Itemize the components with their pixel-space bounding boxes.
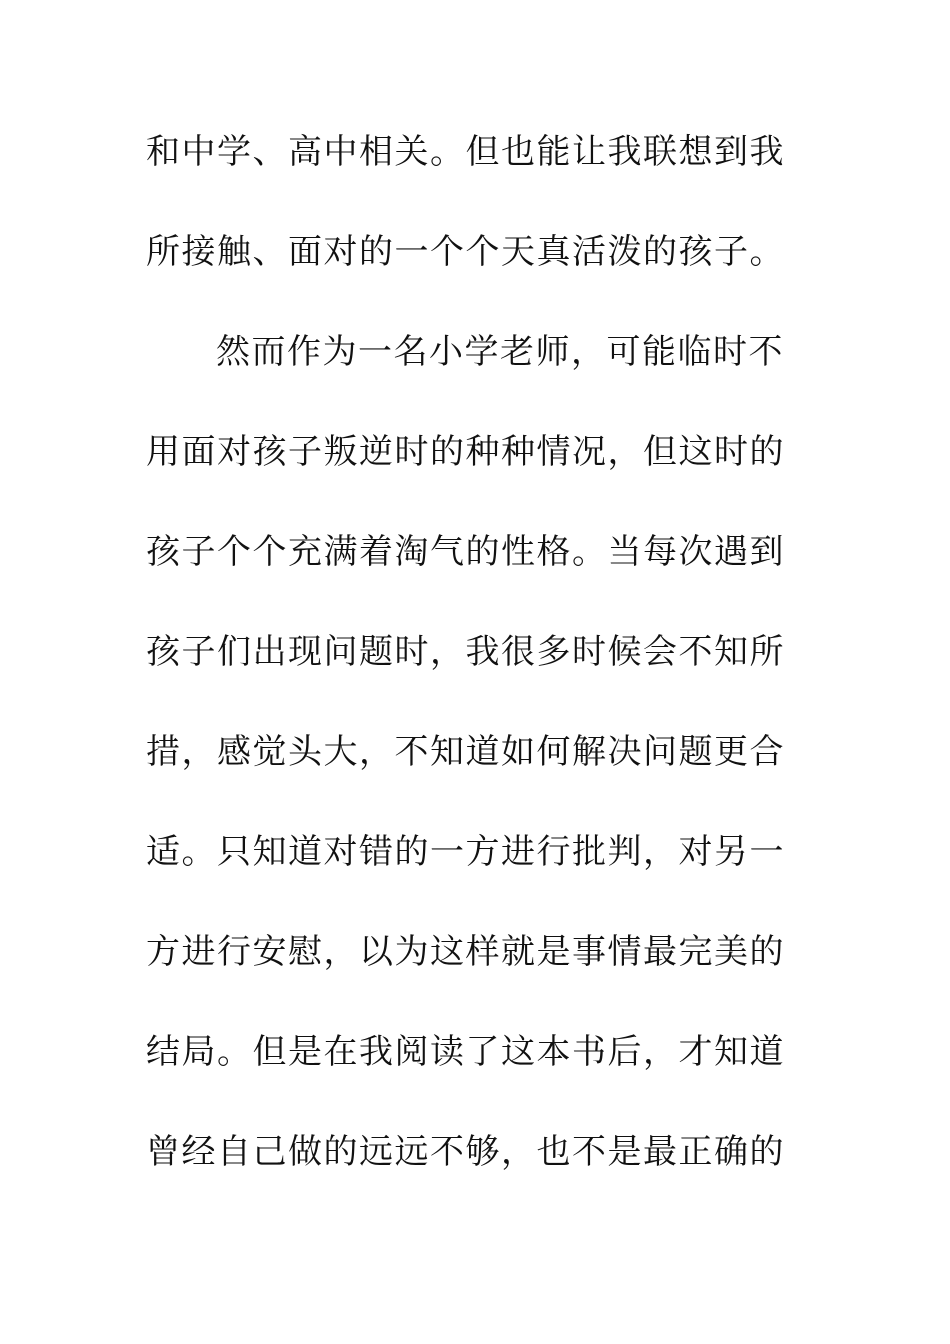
- text-line-10: 结局。但是在我阅读了这本书后，才知道: [146, 1032, 785, 1072]
- text-line-11: 曾经自己做的远远不够，也不是最正确的: [146, 1132, 785, 1172]
- text-line-4: 用面对孩子叛逆时的种种情况，但这时的: [146, 432, 785, 472]
- text-line-1: 和中学、高中相关。但也能让我联想到我: [146, 132, 785, 172]
- text-line-5: 孩子个个充满着淘气的性格。当每次遇到: [146, 532, 785, 572]
- text-line-8: 适。只知道对错的一方进行批判，对另一: [146, 832, 785, 872]
- text-line-2: 所接触、面对的一个个天真活泼的孩子。: [146, 232, 785, 272]
- text-line-6: 孩子们出现问题时，我很多时候会不知所: [146, 632, 785, 672]
- text-line-9: 方进行安慰，以为这样就是事情最完美的: [146, 932, 785, 972]
- text-line-7: 措，感觉头大，不知道如何解决问题更合: [146, 732, 785, 772]
- text-line-3-paragraph-start: 然而作为一名小学老师，可能临时不: [216, 332, 784, 372]
